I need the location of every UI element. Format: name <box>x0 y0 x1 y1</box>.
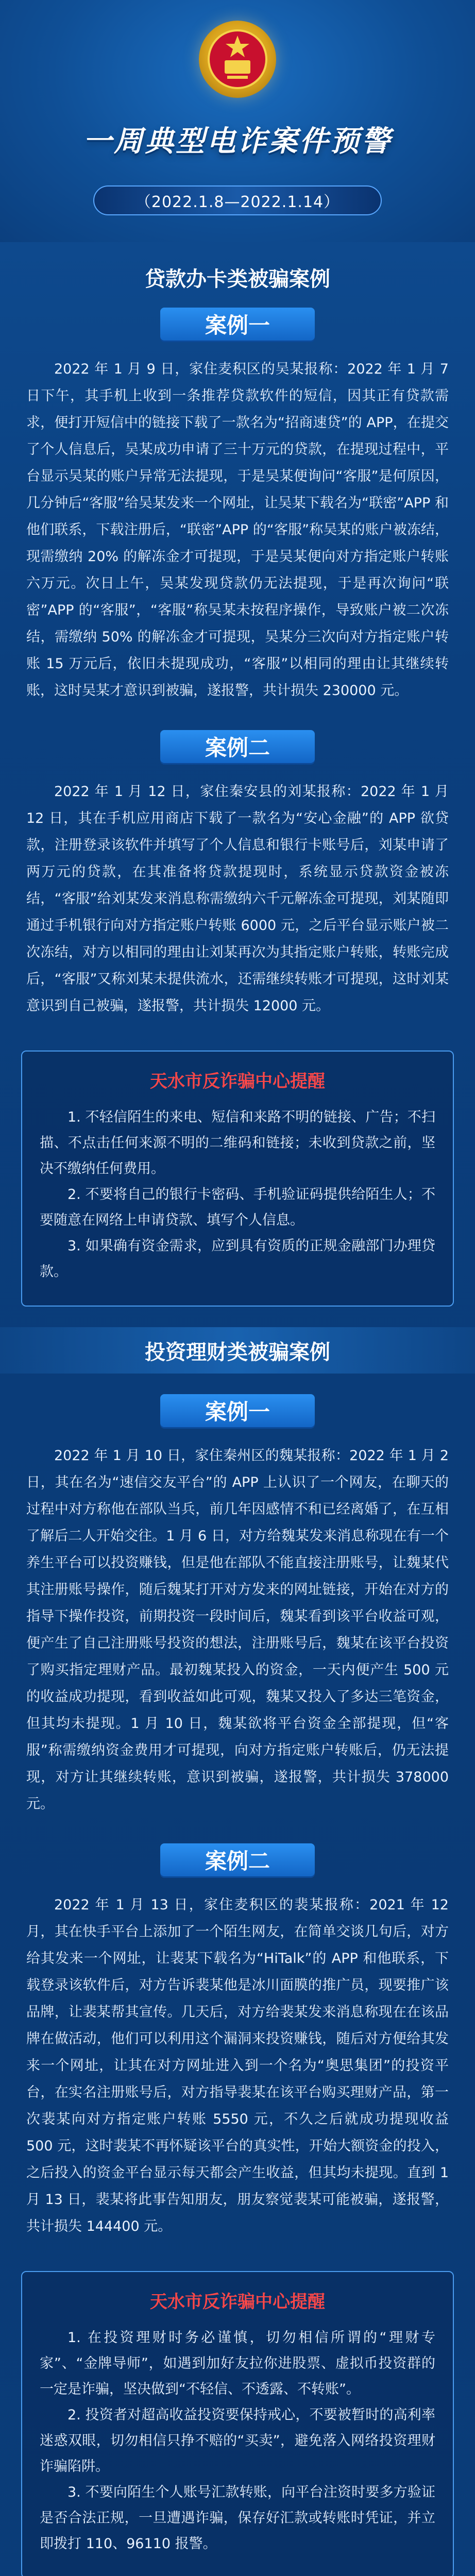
case-label-3: 案例一 <box>160 1394 315 1427</box>
section-title-loan: 贷款办卡类被骗案例 <box>145 267 330 291</box>
date-range: （2022.1.8—2022.1.14） <box>93 185 382 215</box>
case-text-2: 2022 年 1 月 12 日，家住秦安县的刘某报称：2022 年 1 月 12 日，其在手机应用商店下载了一款名为“安心金融”的 APP 欲贷款，注册登录该软件并填写了个人信息和银行卡账号后，刘某申请了两万元的贷款，在其准备将贷款提现时，系统显示贷款资金被冻结，“客服”给刘某发来消息称需缴纳六千元解冻金可提现，刘某随即通过手机银行向对方指定账户转账 6000 元，之后平台显示账户被二次冻结，对方以相同的理由让刘某再次为其指定账户转账，转账完成后，“客服”又称刘某未提供流水，还需继续转账才可提现，这时刘某意识到自己被骗，遂报警，共计损失 12000 元。 <box>26 784 449 1014</box>
section-investment <box>0 1327 475 2576</box>
case-label-4: 案例二 <box>160 1843 315 1876</box>
tips-item: 3. 不要向陌生个人账号汇款转账，向平台注资时要多方验证是否合法正规，一旦遭遇诈骗，保存好汇款或转账时凭证，并立即拨打 110、96110 报警。 <box>40 2484 435 2552</box>
tips-box-investment <box>21 2271 454 2576</box>
case-text-1: 2022 年 1 月 9 日，家住麦积区的吴某报称：2022 年 1 月 7 日下午，其手机上收到一条推荐贷款软件的短信，因其正有贷款需求，便打开短信中的链接下载了一款名为“招商速贷”的 APP，在提交了个人信息后，吴某成功申请了三十万元的贷款，在提现过程中，平台显示吴某的账户异常无法提现，于是吴某便询问“客服”是何原因，几分钟后“客服”给吴某发来一个网址，让吴某下载名为“联密”APP 和他们联系，下载注册后，“联密”APP 的“客服”称吴某的账户被冻结，现需缴纳 20% 的解冻金才可提现，于是吴某便向对方指定账户转账六万元。次日上午，吴某发现贷款仍无法提现，于是再次询问“联密”APP 的“客服”，“客服”称吴某未按程序操作，导致账户被二次冻结，需缴纳 50% 的解冻金才可提现，吴某分三次向对方指定账户转账 15 万元后，依旧未提现成功，“客服”以相同的理由让其继续转账，这时吴某才意识到被骗，遂报警，共计损失 230000 元。 <box>26 361 449 699</box>
tips-title-loan: 天水市反诈骗中心提醒 <box>150 1071 325 1092</box>
police-emblem-icon <box>199 21 276 98</box>
tips-item: 3. 如果确有资金需求，应到具有资质的正规金融部门办理贷款。 <box>40 1238 435 1280</box>
section-loan <box>0 263 475 1307</box>
tips-item: 2. 不要将自己的银行卡密码、手机验证码提供给陌生人；不要随意在网络上申请贷款、填写个人信息。 <box>40 1187 435 1228</box>
section-title-investment: 投资理财类被骗案例 <box>145 1340 330 1364</box>
section-divider <box>0 1327 475 1374</box>
case-text-3: 2022 年 1 月 10 日，家住秦州区的魏某报称：2022 年 1 月 2 日，其在名为“速信交友平台”的 APP 上认识了一个网友，在聊天的过程中对方称他在部队当兵，前几年因感情不和已经离婚了，在互相了解后二人开始交往。1 月 6 日，对方给魏某发来消息称现在有一个养生平台可以投资赚钱，但是他在部队不能直接注册账号，让魏某代其注册账号操作，随后魏某打开对方发来的网址链接，开始在对方的指导下操作投资，前期投资一段时间后，魏某看到该平台收益可观，便产生了自己注册账号投资的想法，注册账号后，魏某在该平台投资了购买指定理财产品。最初魏某投入的资金，一天内便产生 500 元的收益成功提现，看到收益如此可观，魏某又投入了多达三笔资金，但其均未提现。1 月 10 日，魏某欲将平台资金全部提现，但“客服”称需缴纳资金费用才可提现，向对方指定账户转账后，仍无法提现，对方让其继续转账，意识到被骗，遂报警，共计损失 378000 元。 <box>26 1448 449 1812</box>
main-title: 一周典型电诈案件预警 <box>83 125 392 158</box>
case-label-2: 案例二 <box>160 730 315 763</box>
hero-header <box>0 0 475 242</box>
tips-item: 2. 投资者对超高收益投资要保持戒心，不要被暂时的高利率迷惑双眼，切勿相信只挣不赔的“买卖”，避免落入网络投资理财诈骗陷阱。 <box>40 2407 435 2475</box>
case-text-4: 2022 年 1 月 13 日，家住麦积区的裴某报称：2021 年 12 月，其在快手平台上添加了一个陌生网友，在简单交谈几句后，对方给其发来一个网址，让裴某下载名为“HiTalk”的 APP 和他联系，下载登录该软件后，对方告诉裴某他是冰川面膜的推广员，现要推广该品牌，让裴某帮其宣传。几天后，对方给裴某发来消息称现在在该品牌在做活动，他们可以利用这个漏洞来投资赚钱，随后对方便给其发来一个网址，让其在对方网址进入到一个名为“奥思集团”的投资平台，在实名注册账号后，对方指导裴某在该平台购买理财产品，第一次裴某向对方指定账户转账 5550 元，不久之后就成功提现收益 500 元，这时裴某不再怀疑该平台的真实性，开始大额资金的投入，之后投入的资金平台显示每天都会产生收益，但其均未提现。直到 1 月 13 日，裴某将此事告知朋友，朋友察觉裴某可能被骗，遂报警，共计损失 144400 元。 <box>26 1897 449 2234</box>
case-label-1: 案例一 <box>160 308 315 341</box>
tips-box-loan <box>21 1050 454 1307</box>
tips-item: 1. 不轻信陌生的来电、短信和来路不明的链接、广告；不扫描、不点击任何来源不明的二维码和链接；未收到贷款之前，坚决不缴纳任何费用。 <box>40 1109 435 1177</box>
tips-title-investment: 天水市反诈骗中心提醒 <box>150 2292 325 2312</box>
tips-item: 1. 在投资理财时务必谨慎，切勿相信所谓的“理财专家”、“金牌导师”，如遇到加好友拉你进股票、虚拟币投资群的一定是诈骗，坚决做到“不轻信、不透露、不转账”。 <box>40 2330 435 2397</box>
